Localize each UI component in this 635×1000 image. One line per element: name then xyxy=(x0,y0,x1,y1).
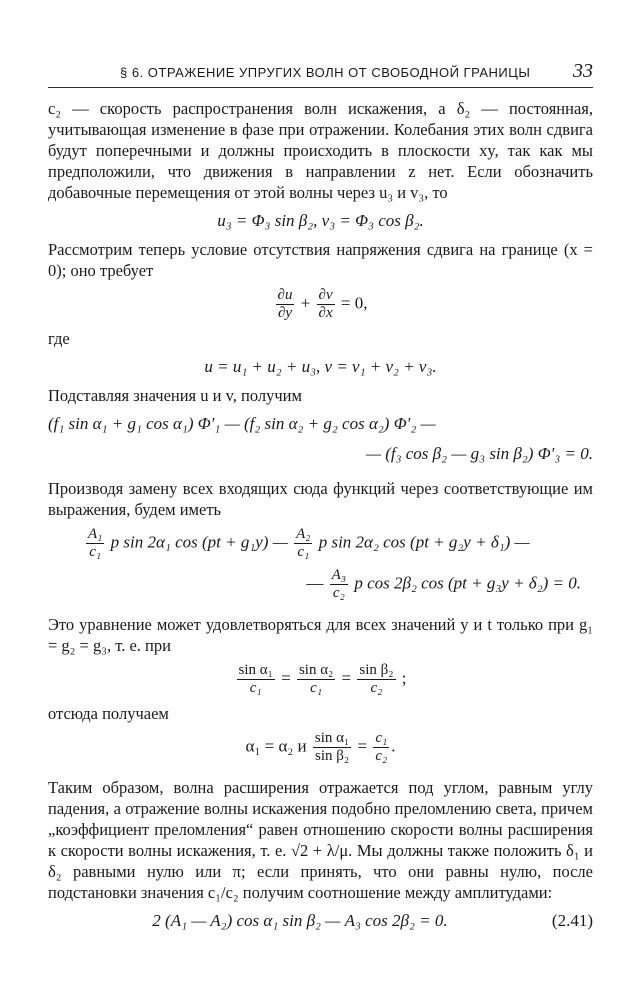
equation-substitution-line2: — (f₃ cos β₂ — g₃ sin β₂) Φ′₃ = 0. xyxy=(365,444,593,463)
paragraph-1: c₂ — скорость распространения волн искажения, а δ₂ — постоянная, учитывающая изменение в фазе при отражении. Колебания этих волн сдвига будут поперечными и должны происходить в плоскости xy, так как мы предположили, что движения в направлении z нет. Если обозначить добавочные перемещения от этой волны через u₃ и v₃, то xyxy=(48,99,593,202)
paragraph-3: где xyxy=(48,329,70,348)
fraction: $\frac{\text{sin α₁}}{\text{c₁}}$ xyxy=(238,662,273,696)
paragraph-4: Подставляя значения u и v, получим xyxy=(48,386,302,405)
fraction: $\frac{\partial v}{\partial x}$ xyxy=(318,287,333,321)
equation-shear-condition: $\frac{\partial u}{\partial y}$ + $\frac{\partial v}{\partial x}$ = 0, xyxy=(277,287,368,321)
equation-angles: α₁ = α₂ и $\frac{\text{sin α₁}}{\text{sin β₂}}$ = $\frac{\text{c₁}}{\text{c₂}}$ . xyxy=(245,730,396,764)
running-title: § 6. ОТРАЖЕНИЕ УПРУГИХ ВОЛН ОТ СВОБОДНОЙ ГРАНИЦЫ xyxy=(120,65,531,80)
book-page xyxy=(48,60,593,939)
fraction: $\frac{\text{A₃}}{\text{c₂}}$ xyxy=(331,567,347,601)
paragraph-8: Таким образом, волна расширения отражается под углом, равным углу падения, а отражение волны искажения подобно преломлению света, причем „коэффициент преломления“ равен отношению скорости волны расширения к скорости волны искажения, т. е. √2 + λ/μ. Мы должны также положить δ₁ и δ₂ равными нулю или π; если принять, что они равны нулю, после подстановки значения c₁/c₂ получим соотношение между амплитудами: xyxy=(48,778,593,902)
paragraph-6: Это уравнение может удовлетворяться для всех значений y и t только при g₁ = g₂ = g₃, т. е. при xyxy=(48,615,593,655)
fraction: $\frac{\text{sin α₁}}{\text{sin β₂}}$ xyxy=(314,730,350,764)
paragraph-2: Рассмотрим теперь условие отсутствия напряжения сдвига на границе (x = 0); оно требует xyxy=(48,240,593,280)
equation-expanded-line2: — $\frac{\text{A₃}}{\text{c₂}}$ p cos 2β₂ cos (pt + g₃y + δ₂) = 0. xyxy=(306,567,581,601)
paragraph-7: отсюда получаем xyxy=(48,704,169,723)
equation-sum-displacements: u = u₁ + u₂ + u₃, v = v₁ + v₂ + v₃. xyxy=(204,357,437,376)
page-header xyxy=(48,60,593,88)
equation-expanded-line1: $\frac{\text{A₁}}{\text{c₁}}$ p sin 2α₁ cos (pt + g₁y) — $\frac{\text{A₂}}{\text{c₁}}$ p sin 2α₂ cos (pt + g₂y + δ₁) — xyxy=(88,526,530,560)
page-number: 33 xyxy=(573,60,593,82)
fraction: $\frac{\text{c₁}}{\text{c₂}}$ xyxy=(375,730,388,764)
fraction: $\frac{\text{A₂}}{\text{c₁}}$ xyxy=(296,526,311,560)
equation-ratios: $\frac{\text{sin α₁}}{\text{c₁}}$ = $\frac{\text{sin α₂}}{\text{c₁}}$ = $\frac{\text{sin β₂}}{\text{c₂}}$ ; xyxy=(238,662,407,696)
fraction: $\frac{\text{A₁}}{\text{c₁}}$ xyxy=(88,526,103,560)
fraction: $\frac{\text{sin α₂}}{\text{c₁}}$ xyxy=(298,662,334,696)
equation-u3-v3: u₃ = Φ₃ sin β₂, v₃ = Φ₃ cos β₂. xyxy=(217,211,424,230)
paragraph-5: Производя замену всех входящих сюда функций через соответствующие им выражения, будем иметь xyxy=(48,479,593,519)
equation-substitution-line1: (f₁ sin α₁ + g₁ cos α₁) Φ′₁ — (f₂ sin α₂ + g₂ cos α₂) Φ′₂ — xyxy=(48,414,436,433)
equation-2-41: (2.41) 2 (A₁ — A₂) cos α₁ sin β₂ — A₃ cos 2β₂ = 0. xyxy=(48,909,593,933)
fraction: $\frac{\text{sin β₂}}{\text{c₂}}$ xyxy=(359,662,394,696)
fraction: $\frac{\partial u}{\partial y}$ xyxy=(277,287,293,321)
equation-number: (2.41) xyxy=(551,911,593,930)
